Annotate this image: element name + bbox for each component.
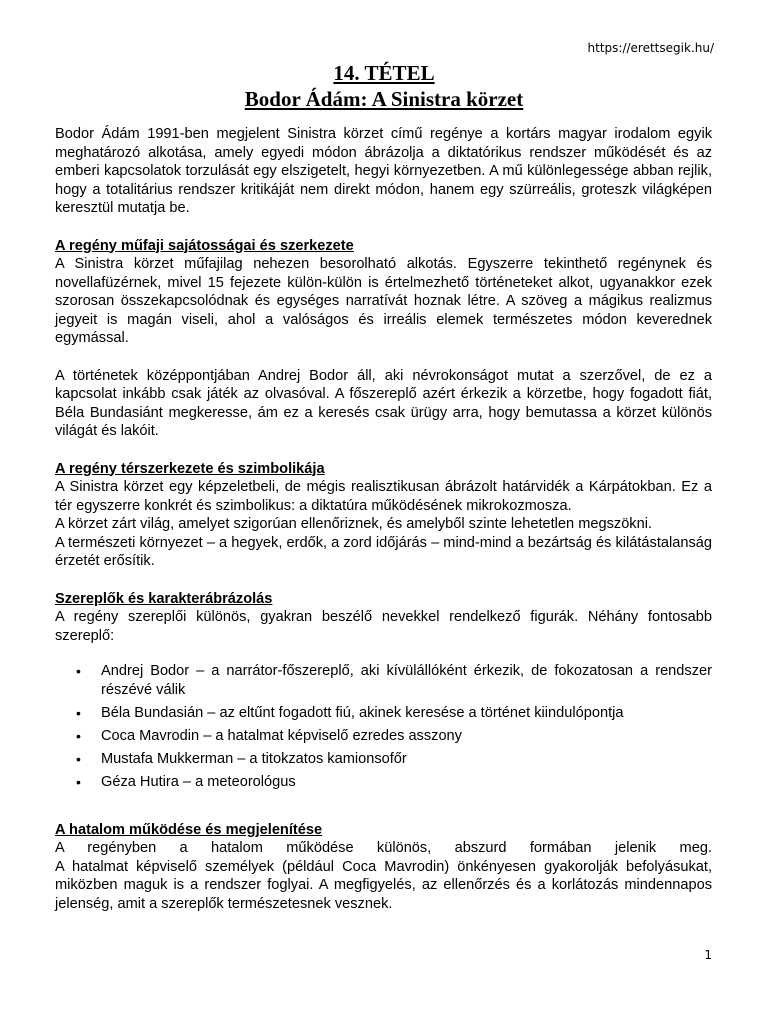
power-paragraph-1: A regényben a hatalom működése különös, abszurd formában jelenik meg. bbox=[55, 840, 712, 856]
source-url[interactable]: https://erettsegik.hu/ bbox=[587, 41, 714, 55]
list-item-text: Coca Mavrodin – a hatalmat képviselő ezredes asszony bbox=[101, 727, 462, 744]
list-item-text: Géza Hutira – a meteorológus bbox=[101, 773, 296, 790]
genre-paragraph-2: A történetek középpontjában Andrej Bodor áll, aki névrokonságot mutat a szerzővel, de ez a kapcsolat inkább csak játék az olvasóval. A főszereplő azért érkezik a körzetbe, hogy fogadott fiát, Béla Bundasiánt megkeresse, ám ez a keresés csak ürügy arra, hogy bemutassa a körzet különös világát és lakóit. bbox=[55, 367, 712, 439]
bullet-icon: • bbox=[76, 727, 81, 744]
intro-paragraph: Bodor Ádám 1991-ben megjelent Sinistra körzet című regénye a kortárs magyar irodalom egyik meghatározó alkotása, amely egyedi módon ábrázolja a diktatórikus rendszer működését és az emberi kapcsolatok torzulását egy elszigetelt, hegyi környezetben. A mű különlegessége abban rejlik, hogy a totalitárius rendszer kritikáját nem direkt módon, hanem egy szürreális, groteszk világképen keresztül mutatja be. bbox=[55, 126, 712, 216]
bullet-icon: • bbox=[76, 773, 81, 790]
list-item bbox=[55, 773, 712, 792]
bullet-icon: • bbox=[76, 750, 81, 767]
list-item-text: Andrej Bodor – a narrátor-főszereplő, aki kívülállóként érkezik, de fokozatosan a rendszer részévé válik bbox=[101, 663, 712, 698]
list-item bbox=[55, 727, 712, 746]
list-item bbox=[55, 750, 712, 769]
work-title: Bodor Ádám: A Sinistra körzet bbox=[244, 87, 524, 111]
section-heading-space: A regény térszerkezete és szimbolikája bbox=[55, 460, 325, 477]
list-item bbox=[55, 704, 712, 723]
genre-paragraph-1: A Sinistra körzet műfajilag nehezen besorolható alkotás. Egyszerre tekinthető regénynek és novellafüzérnek, mivel 15 fejezete külön-külön is értelmezhető történeteket alkot, ugyanakkor ezek szorosan összekapcsolódnak és egységes narratívát hoznak létre. A szöveg a mágikus realizmus jegyeit is magán viseli, ahol a valóságos és irreális elemek természetes módon keverednek egymással. bbox=[55, 256, 712, 346]
character-list bbox=[55, 662, 712, 791]
section-heading-genre: A regény műfaji sajátosságai és szerkezete bbox=[55, 237, 354, 254]
page-number: 1 bbox=[704, 948, 712, 962]
document-body bbox=[55, 125, 712, 913]
power-paragraph-2: A hatalmat képviselő személyek (például Coca Mavrodin) önkényesen gyakorolják befolyásukat, miközben maguk is a rendszer foglyai. A megfigyelés, az ellenőrzés és a korlátozás mindennapos jelenség, amit a szereplők természetesnek vesznek. bbox=[55, 858, 712, 912]
list-item bbox=[55, 662, 712, 699]
section-heading-power: A hatalom működése és megjelenítése bbox=[55, 821, 323, 838]
section-heading-characters: Szereplők és karakterábrázolás bbox=[55, 590, 273, 607]
exam-topic-number: 14. TÉTEL bbox=[333, 61, 435, 85]
characters-paragraph: A regény szereplői különös, gyakran beszélő nevekkel rendelkező figurák. Néhány fontosabb szereplő: bbox=[55, 609, 712, 644]
space-paragraph-1: A Sinistra körzet egy képzeletbeli, de mégis realisztikusan ábrázolt határvidék a Kárpátokban. Ez a tér egyszerre konkrét és szimbolikus: a diktatúra működésének mikrokozmosza. bbox=[55, 479, 712, 514]
space-paragraph-3: A természeti környezet – a hegyek, erdők, a zord időjárás – mind-mind a bezártság és kilátástalanság érzetét erősítik. bbox=[55, 534, 712, 569]
space-paragraph-2: A körzet zárt világ, amelyet szigorúan ellenőriznek, és amelyből szinte lehetetlen megszökni. bbox=[55, 516, 653, 532]
bullet-icon: • bbox=[76, 704, 81, 721]
list-item-text: Béla Bundasián – az eltűnt fogadott fiú, akinek keresése a történet kiindulópontja bbox=[101, 704, 624, 721]
title-block bbox=[0, 60, 768, 112]
list-item-text: Mustafa Mukkerman – a titokzatos kamionsofőr bbox=[101, 750, 407, 767]
bullet-icon: • bbox=[76, 663, 81, 679]
